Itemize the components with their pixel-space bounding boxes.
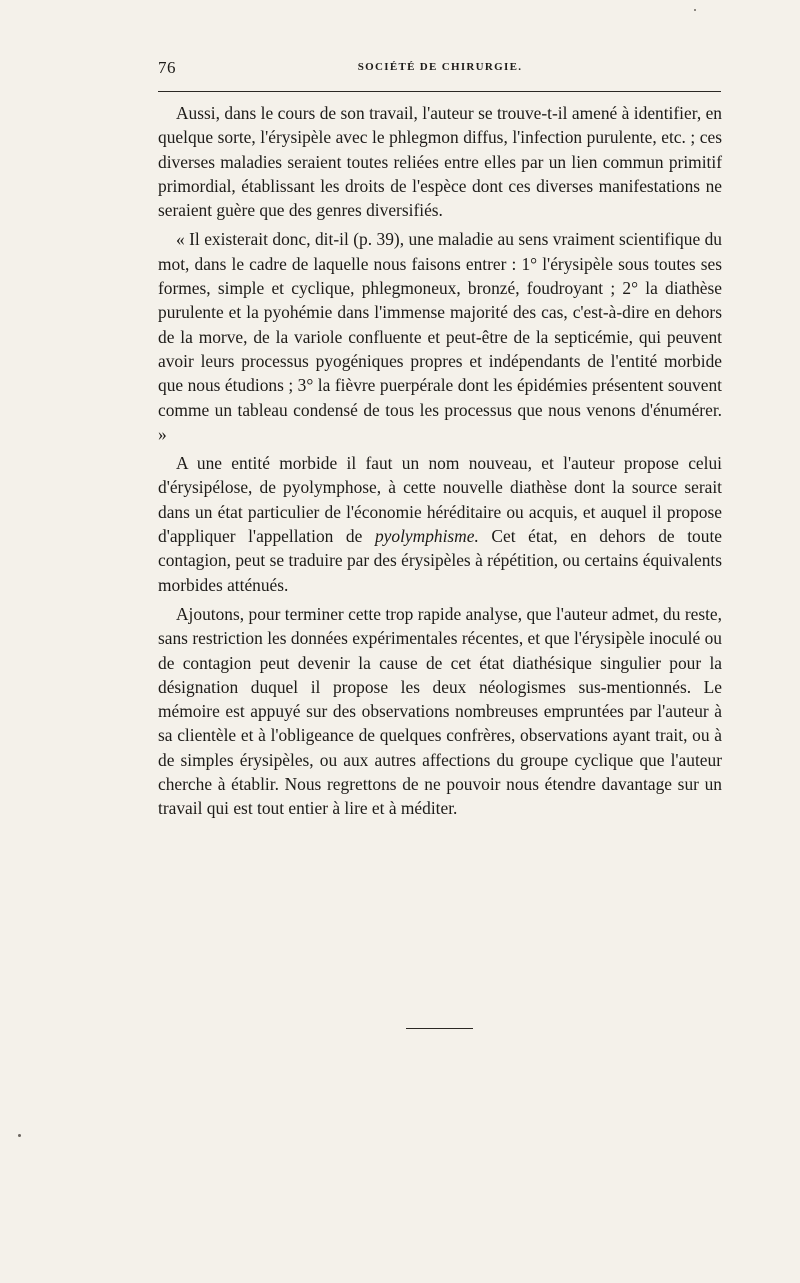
end-rule: [406, 1028, 473, 1029]
page-number: 76: [158, 58, 176, 77]
paragraph-1: Aussi, dans le cours de son travail, l'auteur se trouve-t-il amené à identifier, en quelque sorte, l'érysipèle avec le phlegmon diffus, l'infection purulente, etc. ; ces diverses maladies seraient toutes reliées entre elles par un lien commun primitif primordial, établissant les droits de l'espèce dont ces diverses manifestations ne seraient guère que des genres diversifiés.: [158, 103, 722, 221]
paragraph-3-text-end: Cet état, en dehors de toute contagion, peut se traduire par des érysipèles à répétition, ou certains équivalents morbides atténués.: [158, 526, 722, 595]
paper-speck: [18, 1134, 21, 1137]
page-header: [158, 58, 722, 84]
paper-speck: [694, 9, 696, 11]
paragraph-3-text-start: A une entité morbide il faut un nom nouveau, et l'auteur propose celui d'érysipélose, de pyolymphose, à cette nouvelle diathèse dont la source serait dans un état particulier de l'économie héréditaire ou acquis, et auquel il propose d'appliquer l'appellation de: [158, 453, 722, 547]
paragraph-4: Ajoutons, pour terminer cette trop rapide analyse, que l'auteur admet, du reste, sans restriction les données expérimentales récentes, et que l'érysipèle inoculé ou de contagion peut devenir la cause de cet état diathésique singulier pour la désignation duquel il propose les deux néologismes sus-mentionnés. Le mémoire est appuyé sur des observations nombreuses empruntées par l'auteur à sa clientèle et à l'obligeance de quelques confrères, observations ayant trait, ou à de simples érysipèles, ou aux autres affections du groupe cyclique que l'auteur cherche à établir. Nous regrettons de ne pouvoir nous étendre davantage sur un travail qui est tout entier à lire et à méditer.: [158, 603, 722, 819]
paragraph-3: [158, 451, 722, 597]
header-rule: [158, 91, 721, 92]
running-head: SOCIÉTÉ DE CHIRURGIE.: [357, 61, 523, 73]
body-text: [158, 101, 722, 821]
italic-term-pyolymphisme: pyolymphisme.: [374, 526, 479, 547]
paragraph-2: « Il existerait donc, dit-il (p. 39), une maladie au sens vraiment scientifique du mot, dans le cadre de laquelle nous faisons entrer : 1° l'érysipèle sous toutes ses formes, simple et cyclique, phlegmoneux, bronzé, foudroyant ; 2° la diathèse purulente et la pyohémie dans l'immense majorité des cas, c'est-à-dire en dehors de la morve, de la variole confluente et peut-être de la septicémie, qui peuvent avoir leurs processus pyogéniques propres et indépendants de l'entité morbide que nous étudions ; 3° la fièvre puerpérale dont les épidémies présentent souvent comme un tableau condensé de tous les processus que nous venons d'énumérer. »: [158, 229, 722, 444]
